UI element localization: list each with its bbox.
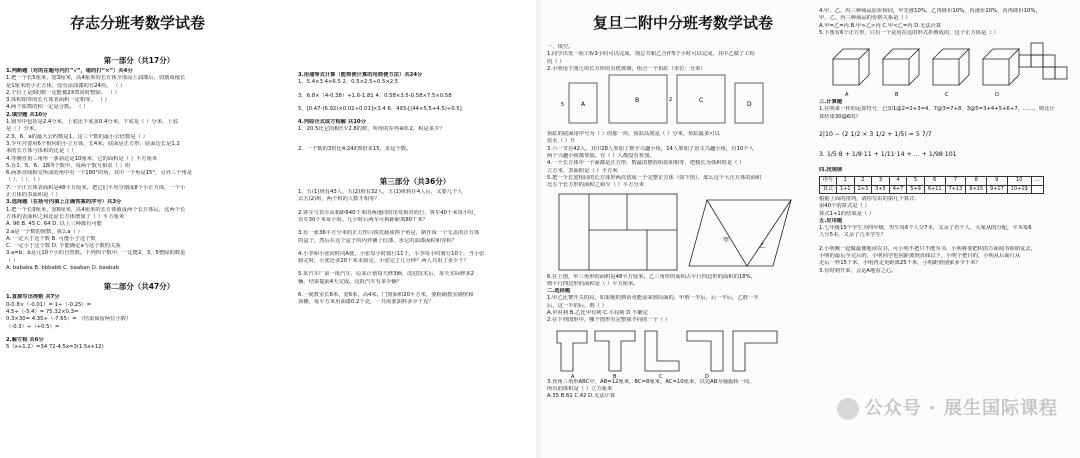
part1-content [6,68,272,272]
part1-title: 第一部分（共17分） [103,56,175,65]
left-exam-page [0,0,536,458]
question-line: 2.小明用下图几块长方形的有机玻璃，组合一个鱼缸（单位：分米） [547,65,706,72]
question-line: C. 一定小于这个数 D. 不能确定a与这个数的关系 [6,243,121,250]
question-line: 2.个位上是0的数一定能被2和5同时整除。 （ ） [6,89,120,96]
question-heading: 3.选择题（在括号内填上正确答案的序号）共3分 [6,199,122,206]
question-line: 4.一个长方体中一个面都是正方形，数最的摆放组装和相等，把棱长为体积时是（ ） [547,160,745,167]
calc-section-right [819,99,1077,121]
watermark-text: 公众号 · 展生国际课程 [864,398,1058,419]
question-line: 则平行四边形的面积是（ ）平方厘米。 [547,280,639,287]
word-problems [298,189,532,307]
table-cell: 5 [907,177,925,185]
cube-nets-figure [819,37,1069,99]
question-line: 2、一个数的3倍比4.24的5倍多15，求这个数。 [298,145,412,152]
question-line: 算结果30@6的？ [819,113,861,120]
right-exam-title: 复旦二附中分班考数学试卷 [593,14,774,32]
question-line: 3.体积相等的长方体表面积一定相等。 （ ） [6,97,110,104]
question-heading: 四.找规律 [819,167,843,174]
table-cell: 序号 [820,177,837,185]
question-line: （-0.3）÷（+0.5）= [6,323,60,330]
question-line: 1.钢琴中包括是2.4分米，上底比下底多0.4分米，下底是（ ）分米，上底 [6,119,178,126]
table-cell: 算式 [820,185,837,193]
question-line: 5.下图有6个正方形，只有一个是用在这的形式折叠成的，这个正方体是（ ） [819,29,999,36]
application-problems [819,196,1077,275]
table-cell: 10+19 [1007,185,1031,193]
question-line: 1.同学出发一项工程3小时可以完成，现总共和乙合作5个小时可以完成，其中乙做了工程 [547,51,755,58]
question-line: 货车30千米每小时。几小时后两车可相距距离80千米？ [298,216,429,223]
question-line: A. 一定大于这个数 B. 可能小于这个数 [6,235,96,242]
question-line: 去五(2)班，两个班的人数才相等？ [298,196,380,203]
question-heading: 三.计算题 [819,99,843,106]
question-line: 2.a是一个数的倒数，那么a（ ） [6,228,83,235]
question-line: A.甲=乙=丙 B.甲>乙>丙 C.甲<乙=丙 D.无法计算 [819,22,942,29]
pattern-table-row [820,177,1044,185]
pattern-table-row [820,185,1044,193]
question-line: 正方体的表面积是（ ） [6,192,61,199]
question-line: 2.小明晚一起做最便地读以书，可小明不把只不能为书，小明将要把积的方面阅书和朋友去， [819,245,1036,252]
table-cell: 7 [945,177,966,185]
question-line: 7.一个正方体表面积是48平方厘米，把它们平均分割成8个小正方体，一个小 [6,184,186,191]
fig1-label-a: A [581,101,586,109]
table-cell: 6+11 [924,185,945,193]
table-cell: 10 [1007,177,1031,185]
fig3-label-c: C [659,373,663,379]
table-cell: 3+5 [872,185,890,193]
question-line: 4.5÷（-5.4）= 75.32×0.3= [6,308,79,315]
question-line: 立方米，表面积是（ ）平方米 [547,167,618,174]
question-line: 3.直角三角形ABC中，AB=12厘米，BC=8厘米，AC=10厘米，以边AB为轴旋转一周， [547,378,755,385]
question-line: 走后一样15千米，小明再走更距离25千米，小明距到别家多少千米？ [819,260,981,267]
question-line: 6.一间教室长8米，宽6米，高4米，门窗面积20平方米，要粉刷教室墙壁和 [298,292,474,299]
table-cell: 9+17 [987,185,1008,193]
question-line: 4.等腰直角三角形一条斜边是10厘米，它的面积是（ ）平方厘米 [6,155,158,162]
question-line: A. 96 B. 45 C. 64 D. 以上三种都有可能 [6,221,103,228]
question-line: 3.a=b，b是元10个小的自然数。下列四个数中，一定能2、3、5整除的数是 [6,250,186,257]
question-line: 6.在上图，甲三角形的面积是48平方厘米，乙三角形的面积占平行四边形的面积的18%， [547,273,756,280]
question-line: 5（x+1.2）=34 72-4.5x=3(1.5x+12) [6,344,104,351]
pattern-table [819,176,1044,194]
left-exam-title: 存志分班考数学试卷 [70,14,206,32]
choice-questions-cont [819,8,1077,37]
question-line: 所有的体积是（ ）立方厘米 [547,385,613,392]
fill-blank-questions [547,131,805,189]
fig1-dim-5: 5 [561,102,565,109]
question-line: 5.在1、5、6、18四个数中，每两个数互相求（ ）组 [6,162,131,169]
question-line: 人分5本，又余了几本学生？ [819,232,886,239]
question-line: 3.少年宫要用6个相同的小立方体，长4米，底面是正方形，底面边长是1.2 [6,140,180,147]
fig1-label-d: D [747,101,752,109]
fig4-label-c: C [945,92,949,99]
question-line: 1.把一个长9厘米，宽6厘米，高4厘米的长方体截成两个长方体后，这两个长 [6,206,186,213]
table-cell: 8+15 [966,185,987,193]
question-line: 一、填空。 [547,44,574,50]
right-exam-page [541,0,1080,458]
question-heading: 1.判断题（对的在题号内打“√”，错的打“×”）共4分 [6,68,133,74]
question-heading: 3.用递等式计算（能简便计算的用简便方法）共24分 [298,72,423,78]
question-line: 顶棚，每平方米用油漆0.2千克，一共需要油料多少千克？ [298,299,434,306]
shape-choice-figure [547,325,797,379]
question-line: 装水（ ）升 [547,138,576,145]
question-line: 2.在下列图形中，哪个图形有完整我不同的一个（ ） [547,317,671,324]
fill-blank-intro [547,44,805,73]
question-line: 比五个长方形的面积之和少（ ）平方分米 [547,182,645,189]
question-line: 2.客车与货车从相距640千米的两地同时出发相对而行，客车40千米每小时， [298,209,479,216]
fig1-dim-2: 2 [669,97,673,104]
fig3-label-a: A [571,373,575,379]
table-cell: … [1031,177,1043,185]
question-line: 6.两条直线相交所成的角中有一个180°的角，其中一个角是15°，另外三个角是 [6,170,193,177]
question-line: 1、5.4×3.4×6.5 2、0.5×2.5÷0.5×2.5 [298,79,399,86]
table-cell: 3 [872,177,890,185]
question-line: 第40个的算式是（ ） [819,203,870,210]
question-line: 5.把一个长宽相同的长方体形两次切成一个完整正方体（如下图），那么这个大正方体的面积 [547,174,762,181]
question-line: 算式1+1的结果是（ ） [819,210,875,217]
question-line: 方体的表面积之和比原长方体增加了（ ）平方厘米 [6,213,125,220]
table-cell: 1 [837,177,855,185]
question-line: 辆，结果提前4天完成。这批汽车有多少辆？ [298,278,403,285]
watermark [837,394,1058,420]
right-column-1 [547,44,805,458]
choice-questions [547,274,805,325]
rectangles-parallelogram-figure [547,190,797,274]
question-line: （ ） [6,257,19,264]
fig3-label-b: B [613,373,617,379]
question-line: 3.有一张36平方分米的正方形白铁皮截成四个角是，制作成一个无盖的正方体 [298,230,480,237]
part2-content [6,294,272,351]
right-column-2 [819,8,1077,458]
table-cell: 4 [889,177,907,185]
table-cell: 5+9 [907,185,925,193]
question-line: 根据上面的排列，请你写出的第几个算式： [819,195,920,202]
table-cell: 9 [987,177,1008,185]
question-line: 3.六一节有42人，其中28人参加了数字兴趣小组，14人参加了语文兴趣小组，有10个人 [547,145,754,152]
question-heading: 五.应用题 [819,217,843,224]
question-line: A.35 B.61 C.42 D.无法计算 [547,393,616,400]
question-line: 3、6.8×（4-0.38）+1.6-1.81 4、0.58×3.5-0.58×7.5×0.58 [298,92,452,99]
question-heading: 1.直接写出得数 共7分 [6,294,60,301]
question-line: A. bababa B. bbbabb C. baaban D. baabab [6,265,119,272]
fig1-label-c: C [699,97,704,105]
question-line: 的（ ） [547,58,565,65]
question-heading: 2.解方程 共6分 [6,336,44,343]
wechat-icon [837,398,859,420]
question-heading: 2.填空题 共10分 [6,111,48,118]
question-line: 1.把一个长5厘米，宽3厘米，高4厘米的长方体全部涂上油漆后，切割成棱长 [6,75,186,82]
formula-2: 2|10 − (2 1/2 × 3 1/2 + 1/5) = 5 7/7 [819,131,932,139]
left-column-1 [6,52,272,458]
question-line: 米的长方体与体积的比是（ ） [6,148,77,155]
table-cell: 7+13 [945,185,966,193]
calc-section [298,72,532,153]
question-line: 鱼缸的底面用序号为（ ）的那一块，鱼缸高度是（ ）分米，鱼缸最多可以 [547,131,720,138]
question-line: 甲、乙、丙三种商品的价格关系是（ ） [819,15,911,22]
question-line: 1.七年级15个学生为四年级，男生每6个人分7本，又余了若干人，大家从的分配，丰本每6 [819,225,1032,232]
fig4-label-a: A [845,92,849,99]
question-line: 0.3×30= 4.35÷（-7.65）= （结果保留两位小数） [6,316,132,323]
table-cell: 1+1 [837,185,855,193]
question-line: 后，这一半的后，则（ ） [547,302,607,309]
question-line: 4.甲、乙、丙三种商品原价相同，甲先涨10%，乙再降价10%，丙涨价10%，丙再降价10%， [819,8,1041,14]
part2-title: 第二部分（共47分） [103,282,175,292]
question-line: 是（ ）分米。 [6,126,40,133]
question-heading: 二.选择题 [547,288,571,295]
question-line: 是1厘米的小正方体，没有涂油漆的有24块。 （ ） [6,82,126,89]
fig4-label-b: B [895,92,899,99]
part3-title: 第三部分（共36分） [379,177,451,187]
question-line: 3.有时到开来，会是A地看之心。 [819,267,897,274]
question-line: 1、五(1)班有43人，五(2)班有32人，五(1)班转往4人后，又要几个人 [298,189,463,196]
table-cell: 8 [966,177,987,185]
fig2-label-jia: 甲 [723,236,730,244]
question-line: 骑完时，小张还多20千米未骑完，小张完了几分钟？两人共用了多少千？ [298,258,469,265]
question-line: 的盒子，然后在这个盒子的内外镶上红漆，求它的油漆面积和容积？ [298,237,457,244]
fish-tank-glass-figure [547,73,797,131]
pattern-section [819,167,1077,174]
table-cell: 4+7 [889,185,907,193]
table-cell: 2+3 [854,185,872,193]
question-line: 1、20.5比它的6倍少2.8的数，所得的差再乘0.2，积是多少？ [298,126,445,133]
fig1-label-b: B [635,97,640,105]
fig2-label-yi: 乙 [759,242,766,250]
table-cell: 6 [924,177,945,185]
question-line: 1.甲乙比赛开关的局，如果她的到话更能前来到局面的，甲胜一半后，后一半后，乙胜一半 [547,295,759,302]
question-heading: 4.列综合式或方程解 共10分 [298,119,366,126]
question-line: A.甲对利 B.乙比甲有利 C.平局利 D.不确定 [547,310,648,317]
table-cell [1031,185,1043,193]
fig3-label-d: D [705,373,709,379]
question-line: 4.小李和小张同时向A驶，小张每小时骑行11千，小李每小时骑行10千，当小张 [298,250,485,257]
question-line: 0-0.8×（-0.01）= 1÷（-0.25）= [6,301,92,308]
question-line: 2.3、6、a的最大公约数是1，这三个数的最小公倍数是（ ） [6,133,148,140]
question-line: 5.某汽车厂前一批汽车，原来计划每天修3辆，改进技术后，每天实际修多2 [298,271,474,278]
left-column-2 [298,72,532,458]
question-line: 小明的最后全完后的，小明同学也同距离到直线以下，小明个把目的，小明从后面行从 [819,253,1021,260]
question-line: （ ）、（ ）、（ ） [6,177,43,184]
question-line: 5、[0.47-(6.92)×0.02÷0.01]×3.4 6、493-[(44×5.5+4.5)÷0.5] [298,105,462,112]
question-line: 4.两个质数的积一定是合数。 （ ） [6,104,89,111]
table-cell: 2 [854,177,872,185]
fig4-label-d: D [995,92,999,99]
question-line: 1.在明来一样的运算符号，已知1@2=2+3=4，7@3=7+8，3@5=3+4+5+6+7，……，则比计 [819,106,1055,113]
formula-3: 3. 1/5·8 + 1/8·11 + 1/11·14 + … + 1/98·101 [819,151,957,159]
choice-question-3 [547,379,805,401]
question-line: 两个兴趣小组都参加。有（ ）人都没有参加。 [547,153,655,160]
